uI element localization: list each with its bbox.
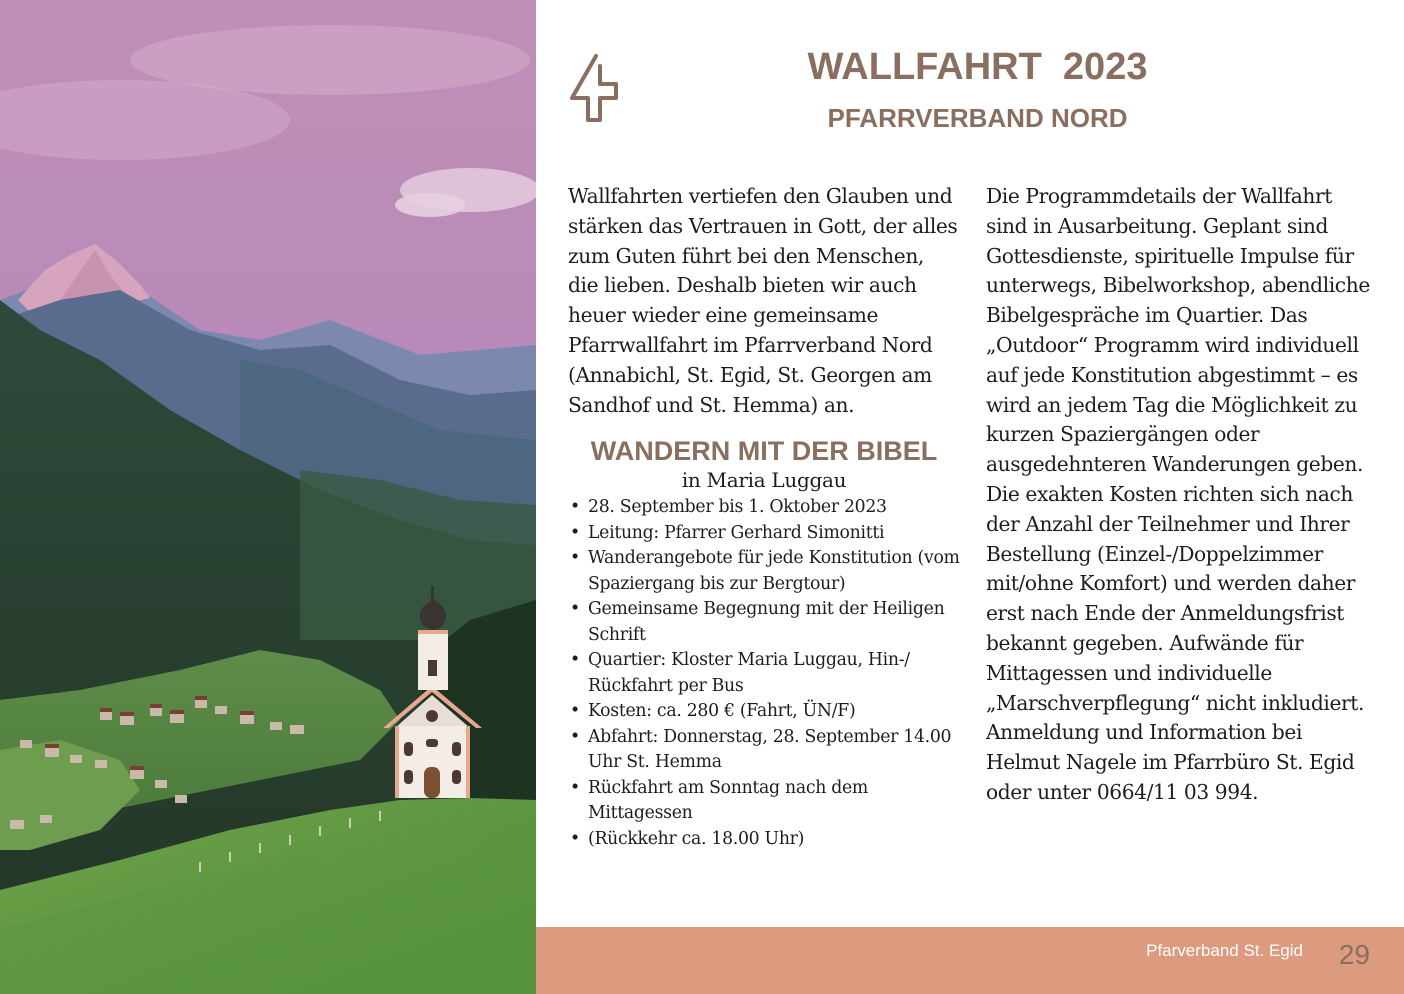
page-subtitle: PFARRVERBAND NORD xyxy=(827,103,1128,133)
list-item: • Gemeinsame Begegnung mit der Heiligen Schrift xyxy=(568,597,960,648)
four-cross-logo-icon xyxy=(566,52,622,124)
chapel-landscape-photo xyxy=(0,0,536,994)
intro-paragraph: Wallfahrten vertiefen den Glauben und stärken das Vertrauen in Gott, der alles zum Guten führt bei den Menschen, die lieben. Deshalb bieten wir auch heuer wieder eine gemeinsame Pfarrwallfahrt im Pfarrverband Nord (Annabichl, St. Egid, St. Georgen am Sandhof und St. Hemma) an. xyxy=(568,184,958,417)
details-list xyxy=(568,495,960,852)
registration-paragraph: Anmeldung und Information bei Helmut Nagele im Pfarrbüro St. Egid oder unter 0664/11 03 994. xyxy=(986,720,1355,804)
footer-band xyxy=(536,927,1404,994)
list-item: • Abfahrt: Donnerstag, 28. September 14.00 Uhr St. Hemma xyxy=(568,725,960,776)
list-item: • Rückfahrt am Sonntag nach dem Mittagessen xyxy=(568,776,960,827)
section-subheading: in Maria Luggau xyxy=(681,468,847,493)
section-heading: WANDERN MIT DER BIBEL xyxy=(590,436,938,467)
footer-label: Pfarverband St. Egid xyxy=(1146,941,1303,960)
page-title: WALLFAHRT 2023 xyxy=(807,46,1148,88)
list-item: • 28. September bis 1. Oktober 2023 xyxy=(568,495,960,521)
list-item: • Kosten: ca. 280 € (Fahrt, ÜN/F) xyxy=(568,699,960,725)
program-paragraph: Die Programmdetails der Wallfahrt sind in Ausarbeitung. Geplant sind Gottesdienste, spirituelle Impulse für unterwegs, Bibelworkshop, abendliche Bibelgespräche im Quartier. Das „Outdoor“ Programm wird individuell auf jede Konstitution abgestimmt – es wird an jedem Tag die Möglichkeit zu kurzen Spaziergängen oder ausgedehnteren Wanderungen geben. xyxy=(986,184,1370,477)
list-item: • Wanderangebote für jede Konstitution (vom Spaziergang bis zur Bergtour) xyxy=(568,546,960,597)
page-number: 29 xyxy=(1338,939,1370,970)
left-text-column xyxy=(568,182,960,852)
list-item: • Quartier: Kloster Maria Luggau, Hin-/ Rückfahrt per Bus xyxy=(568,648,960,699)
right-text-column xyxy=(986,182,1376,808)
costs-paragraph: Die exakten Kosten richten sich nach der Anzahl der Teilnehmer und Ihrer Bestellung (Einzel-/Doppelzimmer mit/ohne Komfort) und werden daher erst nach Ende der Anmeldungsfrist bekannt gegeben. Aufwände für Mittagessen und individuelle „Marschverpflegung“ nicht inkludiert. xyxy=(986,481,1365,715)
list-item: • Leitung: Pfarrer Gerhard Simonitti xyxy=(568,521,960,547)
list-item: • (Rückkehr ca. 18.00 Uhr) xyxy=(568,827,960,853)
